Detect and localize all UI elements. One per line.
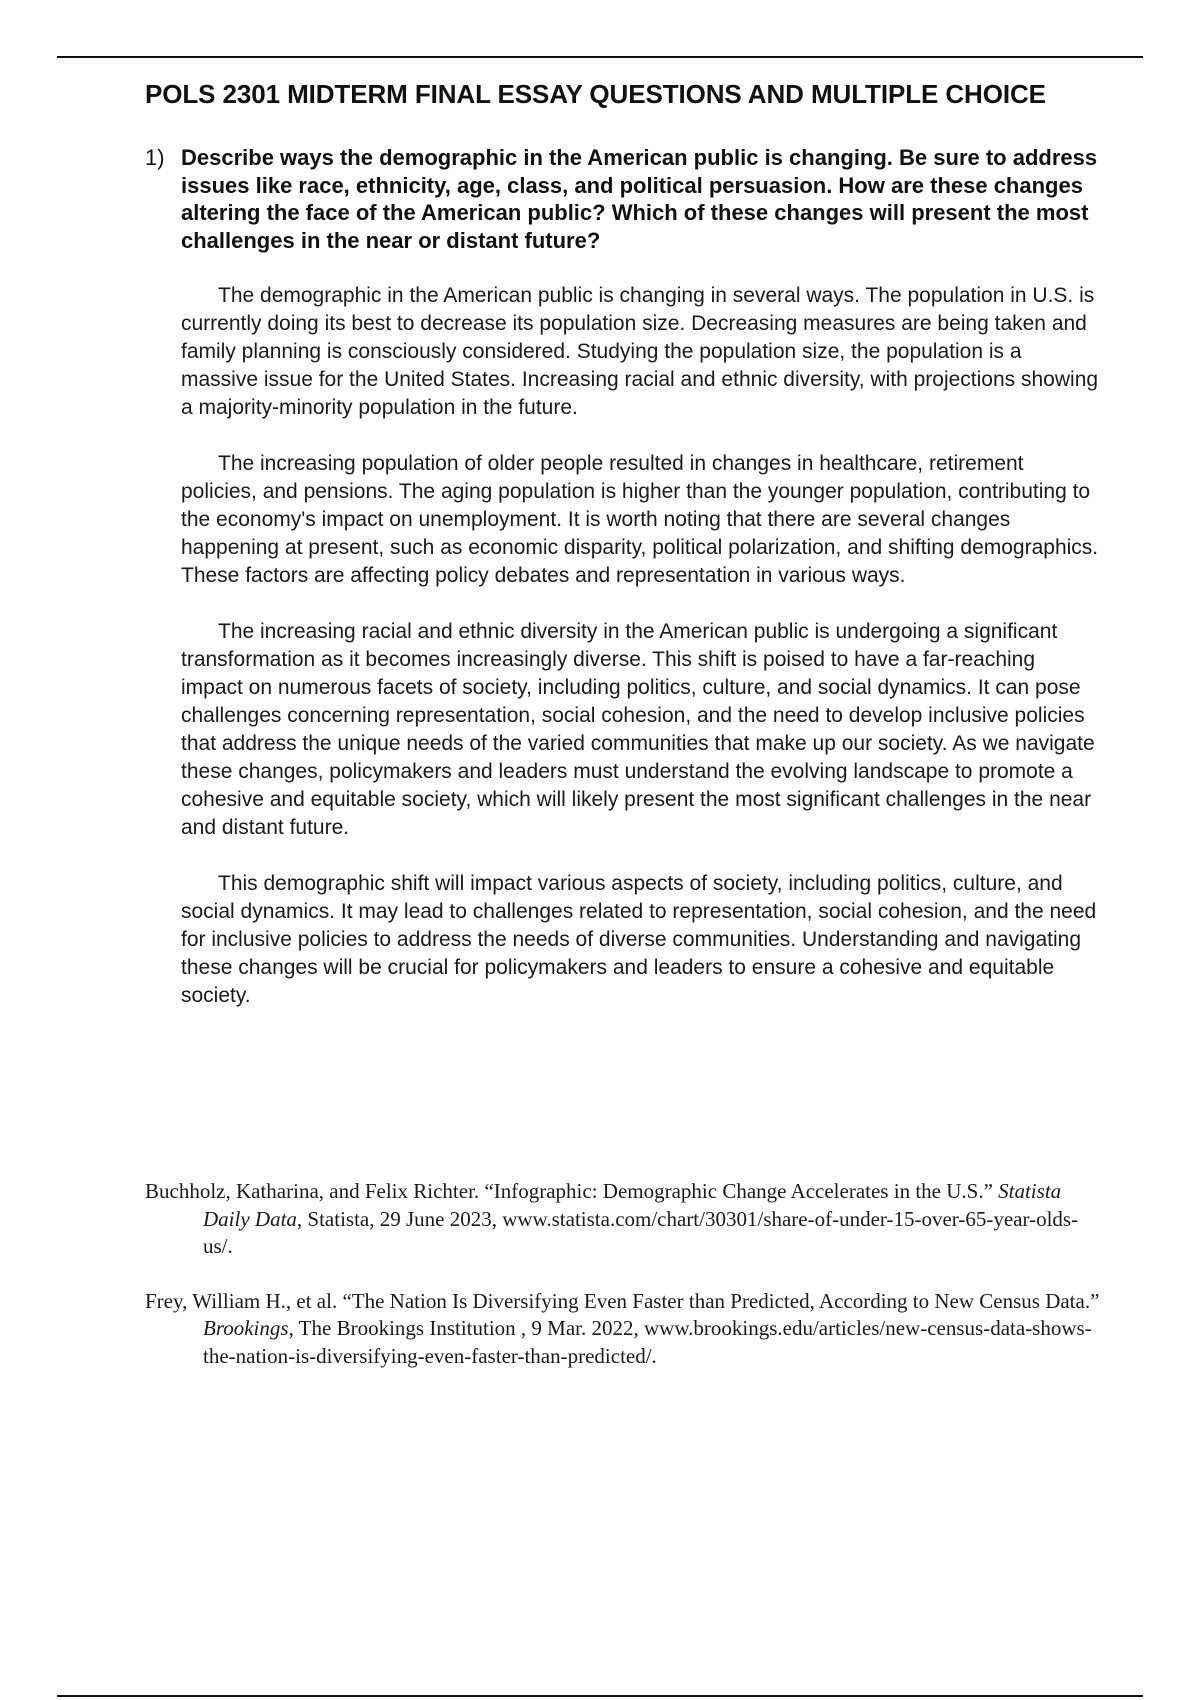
reference-entry [145,1178,1105,1261]
answer-paragraph: The demographic in the American public is changing in several ways. The population in U.S. is currently doing its best to decrease its population size. Decreasing measures are being taken and family planning is consciously considered. Studying the population size, the population is a massive issue for the United States. Increasing racial and ethnic diversity, with projections showing a majority-minority population in the future. [181,284,1099,419]
answer-body [181,282,1101,1038]
reference-text: , Statista, 29 June 2023, www.statista.com/chart/30301/share-of-under-15-over-65-year-olds-us/. [203,1206,1079,1258]
reference-source: Brookings [203,1316,289,1340]
answer-paragraph: The increasing racial and ethnic diversity in the American public is undergoing a significant transformation as it becomes increasingly diverse. This shift is poised to have a far-reaching impact on numerous facets of society, including politics, culture, and social dynamics. It can pose challenges concerning representation, social cohesion, and the need to develop inclusive policies that address the unique needs of the varied communities that make up our society. As we navigate these changes, policymakers and leaders must understand the evolving landscape to promote a cohesive and equitable society, which will likely present the most significant challenges in the near and distant future. [181,620,1095,839]
question-text: Describe ways the demographic in the American public is changing. Be sure to address issues like race, ethnicity, age, class, and political persuasion. How are these changes altering the face of the American public? Which of these changes will present the most challenges in the near or distant future? [181,145,1098,253]
answer-paragraph: This demographic shift will impact various aspects of society, including politics, culture, and social dynamics. It may lead to challenges related to representation, social cohesion, and the need for inclusive policies to address the needs of diverse communities. Understanding and navigating these changes will be crucial for policymakers and leaders to ensure a cohesive and equitable society. [181,872,1097,1007]
top-rule [57,56,1143,58]
question-1 [145,144,1150,254]
bottom-rule [57,1695,1143,1697]
reference-text: Frey, William H., et al. “The Nation Is Diversifying Even Faster than Predicted, According to New Census Data.” [145,1288,1100,1313]
answer-paragraph: The increasing population of older people resulted in changes in healthcare, retirement policies, and pensions. The aging population is higher than the younger population, contributing to the economy's impact on unemployment. It is worth noting that there are several changes happening at present, such as economic disparity, political polarization, and shifting demographics. These factors are affecting policy debates and representation in various ways. [181,452,1099,587]
reference-text: Buchholz, Katharina, and Felix Richter. “Infographic: Demographic Change Accelerates in the U.S.” [145,1179,999,1203]
question-number: 1) [145,145,165,170]
works-cited [145,1178,1105,1397]
reference-text: , The Brookings Institution , 9 Mar. 2022, www.brookings.edu/articles/new-census-data-shows-the-nation-is-diversifying-even-faster-than-predicted/. [203,1316,1092,1368]
reference-entry [145,1288,1105,1371]
reference-source: Statista Daily Data [203,1179,1062,1231]
document-title: POLS 2301 MIDTERM FINAL ESSAY QUESTIONS AND MULTIPLE CHOICE [145,79,1046,109]
